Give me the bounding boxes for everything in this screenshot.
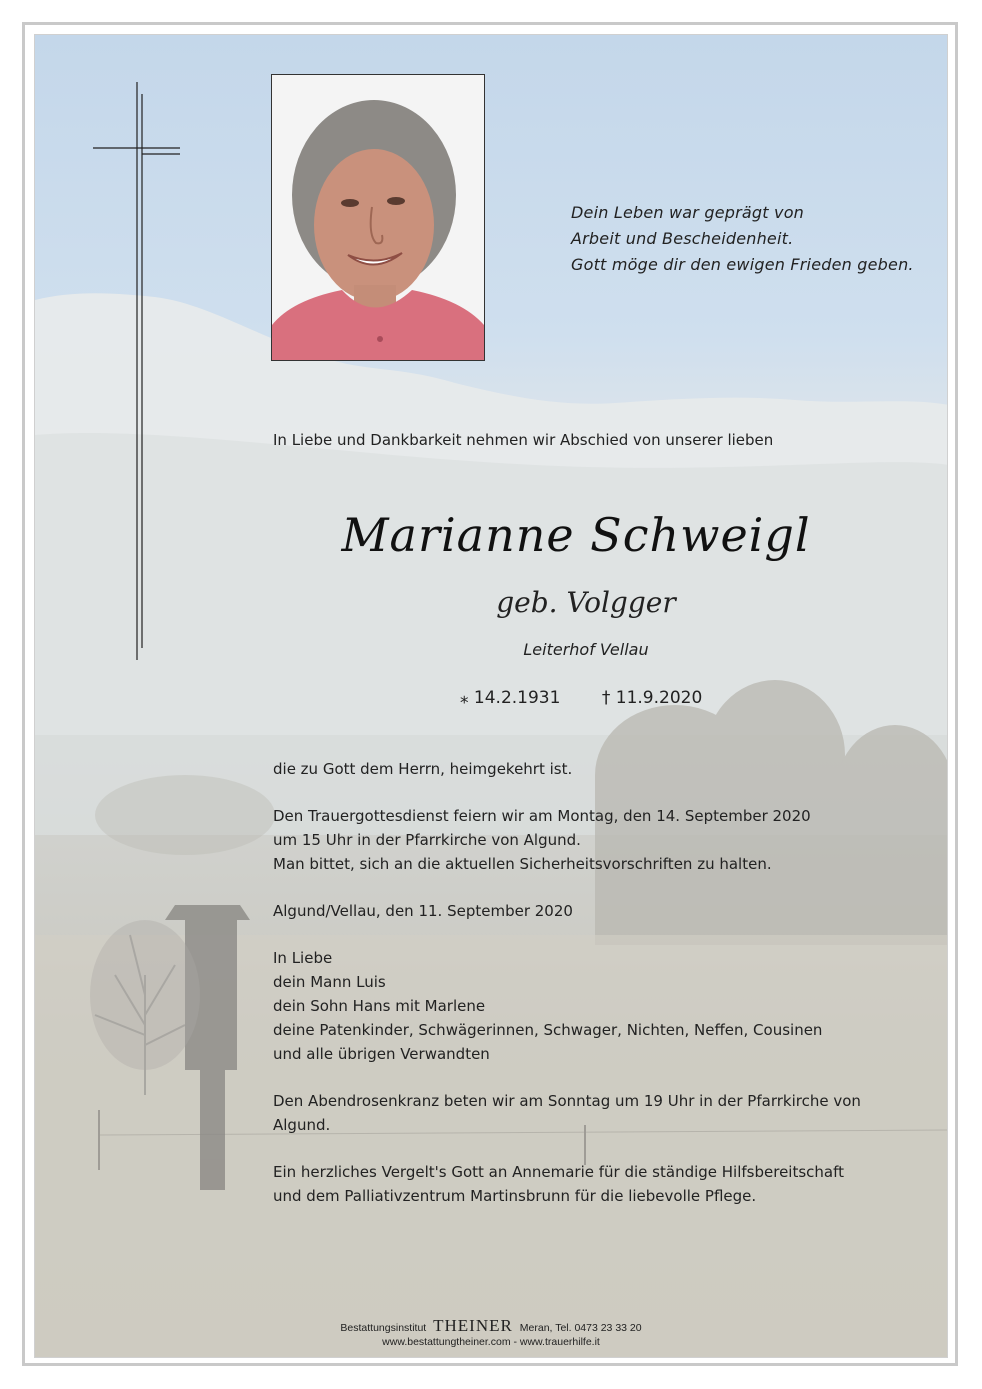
- death-date: † 11.9.2020: [601, 688, 703, 708]
- paragraph-rosary: [273, 1089, 923, 1137]
- body-line: und dem Palliativzentrum Martinsbrunn für die liebevolle Pflege.: [273, 1187, 757, 1205]
- paragraph-place-date: [273, 899, 923, 923]
- footer-websites: www.bestattungtheiner.com - www.trauerhilfe.it: [382, 1336, 600, 1348]
- body-line: In Liebe: [273, 949, 333, 967]
- body-line: Den Trauergottesdienst feiern wir am Montag, den 14. September 2020: [273, 807, 811, 825]
- body-line: Algund/Vellau, den 11. September 2020: [273, 902, 573, 920]
- paragraph-thanks: [273, 1160, 923, 1208]
- body-line: dein Sohn Hans mit Marlene: [273, 997, 486, 1015]
- body-line: Man bittet, sich an die aktuellen Sicherheitsvorschriften zu halten.: [273, 855, 772, 873]
- body-line: deine Patenkinder, Schwägerinnen, Schwager, Nichten, Neffen, Cousinen: [273, 1021, 823, 1039]
- intro-text: In Liebe und Dankbarkeit nehmen wir Abschied von unserer lieben: [273, 431, 774, 449]
- announcement-body: [273, 757, 923, 1231]
- footer-contact: Meran, Tel. 0473 23 33 20: [519, 1322, 642, 1334]
- body-line: Den Abendrosenkranz beten wir am Sonntag um 19 Uhr in der Pfarrkirche von: [273, 1092, 861, 1110]
- quote-line: Gott möge dir den ewigen Frieden geben.: [571, 255, 914, 274]
- maiden-name: geb. Volgger: [496, 586, 676, 619]
- funeral-home-logo: THEINER: [433, 1316, 513, 1335]
- paragraph-mourners: [273, 946, 923, 1066]
- footer-prefix: Bestattungsinstitut: [340, 1322, 427, 1334]
- body-line: um 15 Uhr in der Pfarrkirche von Algund.: [273, 831, 581, 849]
- paragraph-homecoming: [273, 757, 923, 781]
- residence-place: Leiterhof Vellau: [523, 640, 649, 659]
- portrait-illustration: [272, 75, 484, 360]
- quote-line: Arbeit und Bescheidenheit.: [571, 229, 794, 248]
- quote-verse: [571, 200, 931, 278]
- paragraph-funeral-service: [273, 804, 923, 876]
- cross-icon: [92, 80, 184, 662]
- quote-line: Dein Leben war geprägt von: [571, 203, 805, 222]
- body-line: Ein herzliches Vergelt's Gott an Annemarie für die ständige Hilfsbereitschaft: [273, 1163, 845, 1181]
- funeral-home-footer: [0, 1316, 982, 1348]
- footer-row: [0, 1316, 982, 1336]
- body-line: Algund.: [273, 1116, 331, 1134]
- body-line: und alle übrigen Verwandten: [273, 1045, 490, 1063]
- portrait-photo: [271, 74, 485, 361]
- birth-date: ⁎ 14.2.1931: [460, 688, 561, 708]
- deceased-name: Marianne Schweigl: [341, 508, 811, 562]
- body-line: die zu Gott dem Herrn, heimgekehrt ist.: [273, 760, 573, 778]
- life-dates: [460, 688, 738, 708]
- body-line: dein Mann Luis: [273, 973, 386, 991]
